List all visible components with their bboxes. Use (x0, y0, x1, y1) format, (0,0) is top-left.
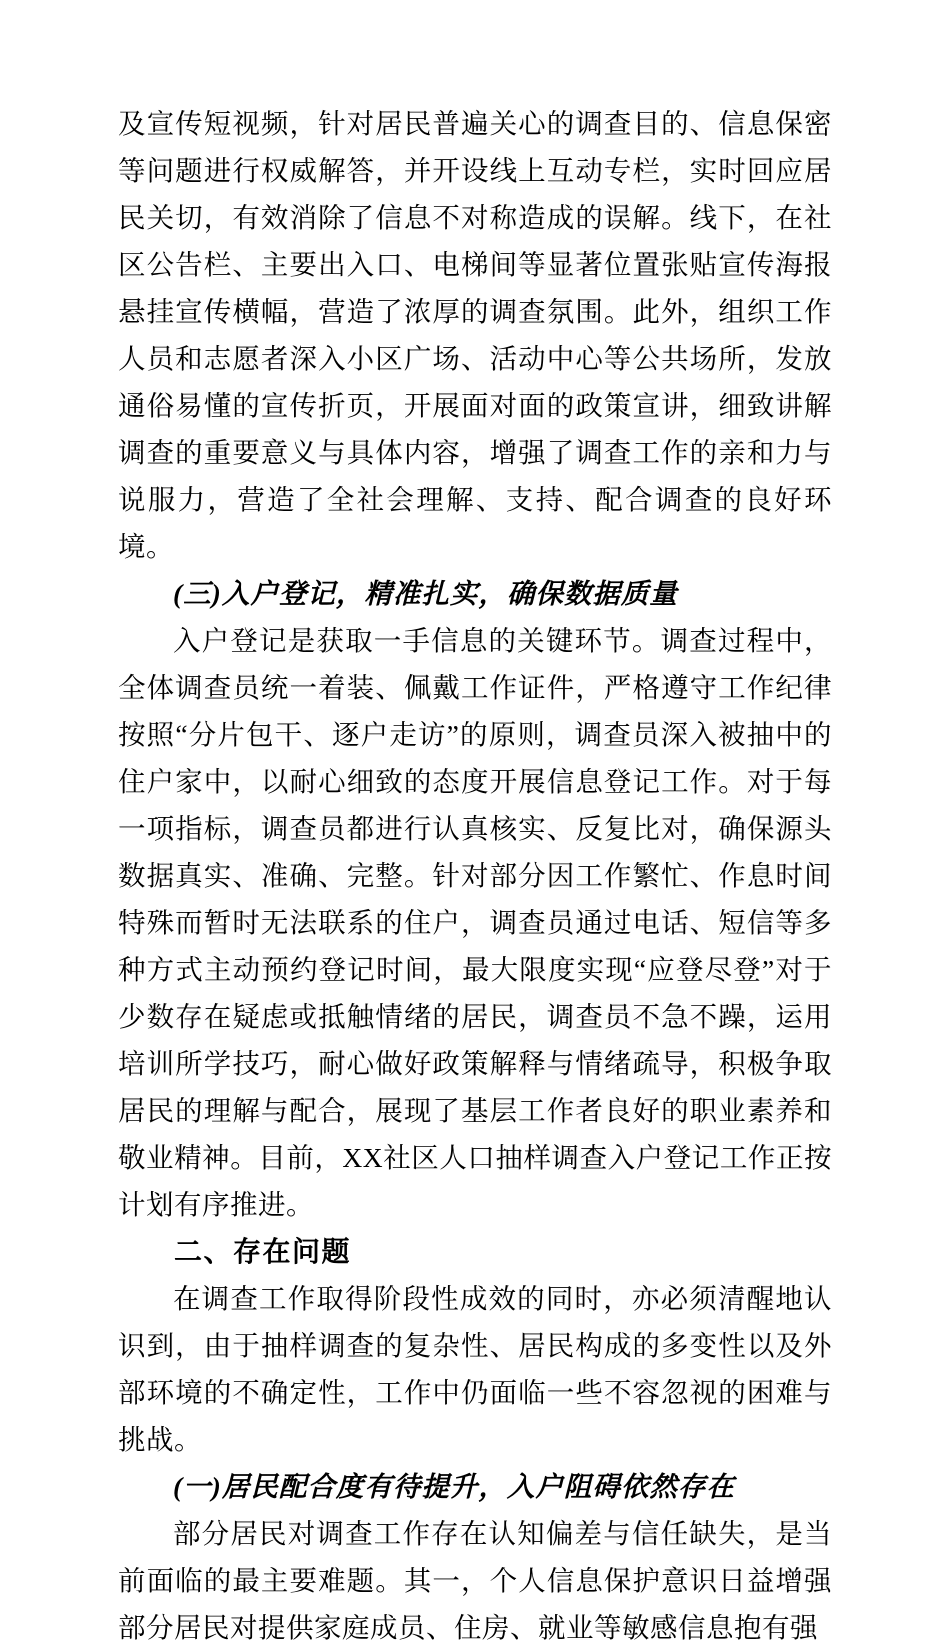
paragraph-resident-cooperation: 部分居民对调查工作存在认知偏差与信任缺失，是当前面临的最主要难题。其一，个人信息保护意识日益增强部分居民对提供家庭成员、住房、就业等敏感信息抱有强 (118, 1518, 832, 1643)
paragraph-household-registration: 入户登记是获取一手信息的关键环节。调查过程中，全体调查员统一着装、佩戴工作证件，严格遵守工作纪律按照“分片包干、逐户走访”的原则，调查员深入被抽中的住户家中，以耐心细致的态度开展信息登记工作。对于每一项指标，调查员都进行认真核实、反复比对，确保源头数据真实、准确、完整。针对部分因工作繁忙、作息时间特殊而暂时无法联系的住户，调查员通过电话、短信等多种方式主动预约登记时间，最大限度实现“应登尽登”对于少数存在疑虑或抵触情绪的居民，调查员不急不躁，运用培训所学技巧，耐心做好政策解释与情绪疏导，积极争取居民的理解与配合，展现了基层工作者良好的职业素养和敬业精神。目前，XX社区人口抽样调查入户登记工作正按计划有序推进。 (118, 625, 832, 1220)
paragraph-publicity-continued: 及宣传短视频，针对居民普遍关心的调查目的、信息保密等问题进行权威解答，并开设线上互动专栏，实时回应居民关切，有效消除了信息不对称造成的误解。线下，在社区公告栏、主要出入口、电梯间等显著位置张贴宣传海报悬挂宣传横幅，营造了浓厚的调查氛围。此外，组织工作人员和志愿者深入小区广场、活动中心等公共场所，发放通俗易懂的宣传折页，开展面对面的政策宣讲，细致讲解调查的重要意义与具体内容，增强了调查工作的亲和力与说服力，营造了全社会理解、支持、配合调查的良好环境。 (118, 108, 832, 562)
section-heading-existing-problems: 二、存在问题 (174, 1236, 352, 1267)
document-body (118, 100, 832, 1651)
sub-heading-household-registration: (三)入户登记，精准扎实，确保数据质量 (173, 578, 678, 609)
sub-heading-resident-cooperation: (一)居民配合度有待提升，入户阻碍依然存在 (173, 1471, 735, 1502)
paragraph-problems-intro: 在调查工作取得阶段性成效的同时，亦必须清醒地认识到，由于抽样调查的复杂性、居民构成的多变性以及外部环境的不确定性，工作中仍面临一些不容忽视的困难与挑战。 (118, 1283, 832, 1455)
